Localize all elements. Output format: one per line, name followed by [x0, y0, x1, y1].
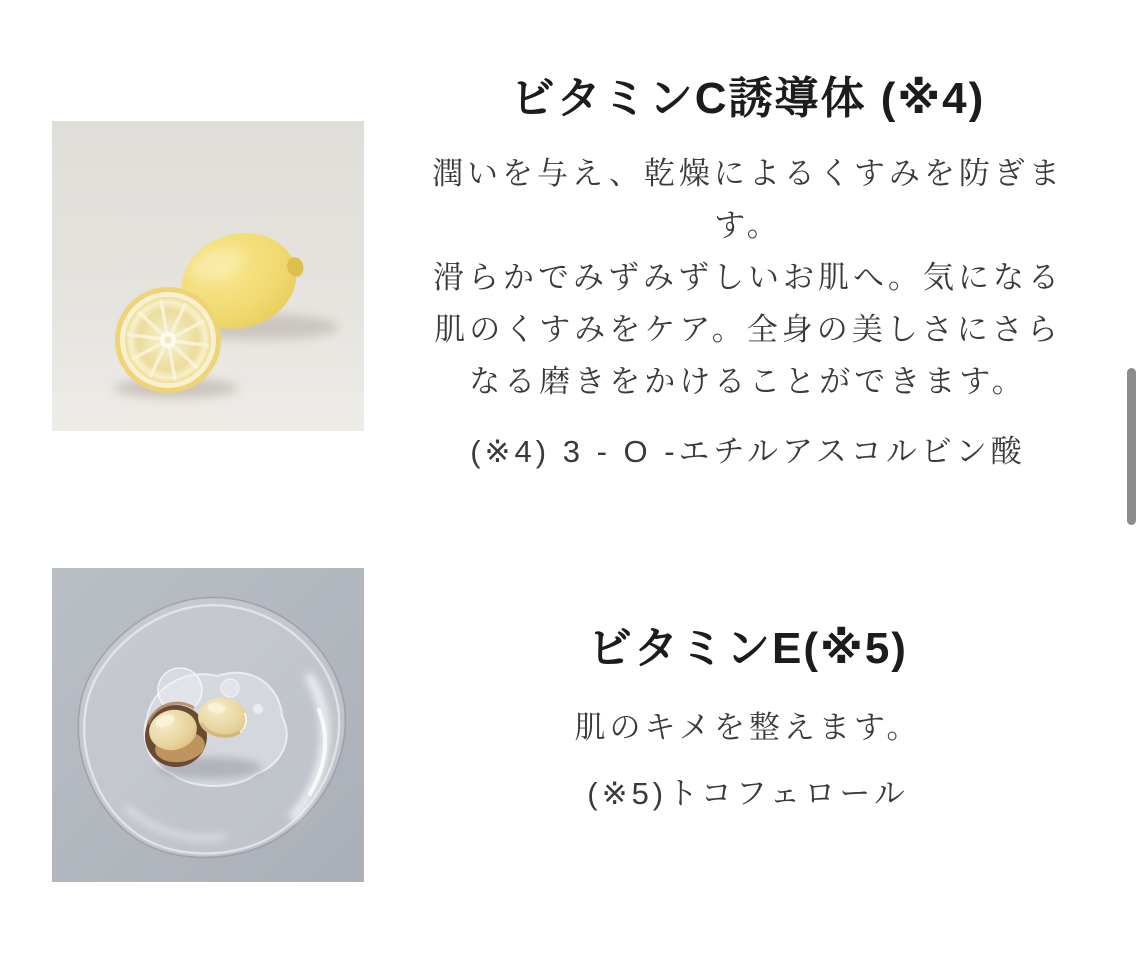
lemon-photo: [52, 121, 364, 431]
section-title-vitamin-e: ビタミンE(※5): [588, 624, 908, 673]
description-line: なる磨きをかけることができます。: [469, 364, 1027, 399]
description-line: 滑らかでみずみずしいお肌へ。気になる: [433, 260, 1063, 295]
description-line: す。: [714, 208, 782, 243]
description-line: 肌のキメを整えます。: [574, 710, 922, 745]
macadamia-illustration: [52, 568, 364, 882]
vitamin-e-description: [400, 702, 1096, 754]
lemon-illustration: [52, 121, 364, 431]
description-line: 肌のくすみをケア。全身の美しさにさら: [434, 312, 1062, 347]
section-title-vitamin-c: ビタミンC誘導体 (※4): [510, 74, 986, 123]
scrollbar-thumb[interactable]: [1127, 368, 1136, 525]
macadamia-glass-plate-photo: [52, 568, 364, 882]
vitamin-c-description: [400, 148, 1096, 408]
description-line: 潤いを与え、乾燥によるくすみを防ぎま: [432, 156, 1064, 191]
vitamin-e-ingredient-note: (※5)トコフェロール: [587, 776, 909, 811]
vitamin-c-ingredient-note: (※4) 3 - O -エチルアスコルビン酸: [470, 434, 1026, 469]
